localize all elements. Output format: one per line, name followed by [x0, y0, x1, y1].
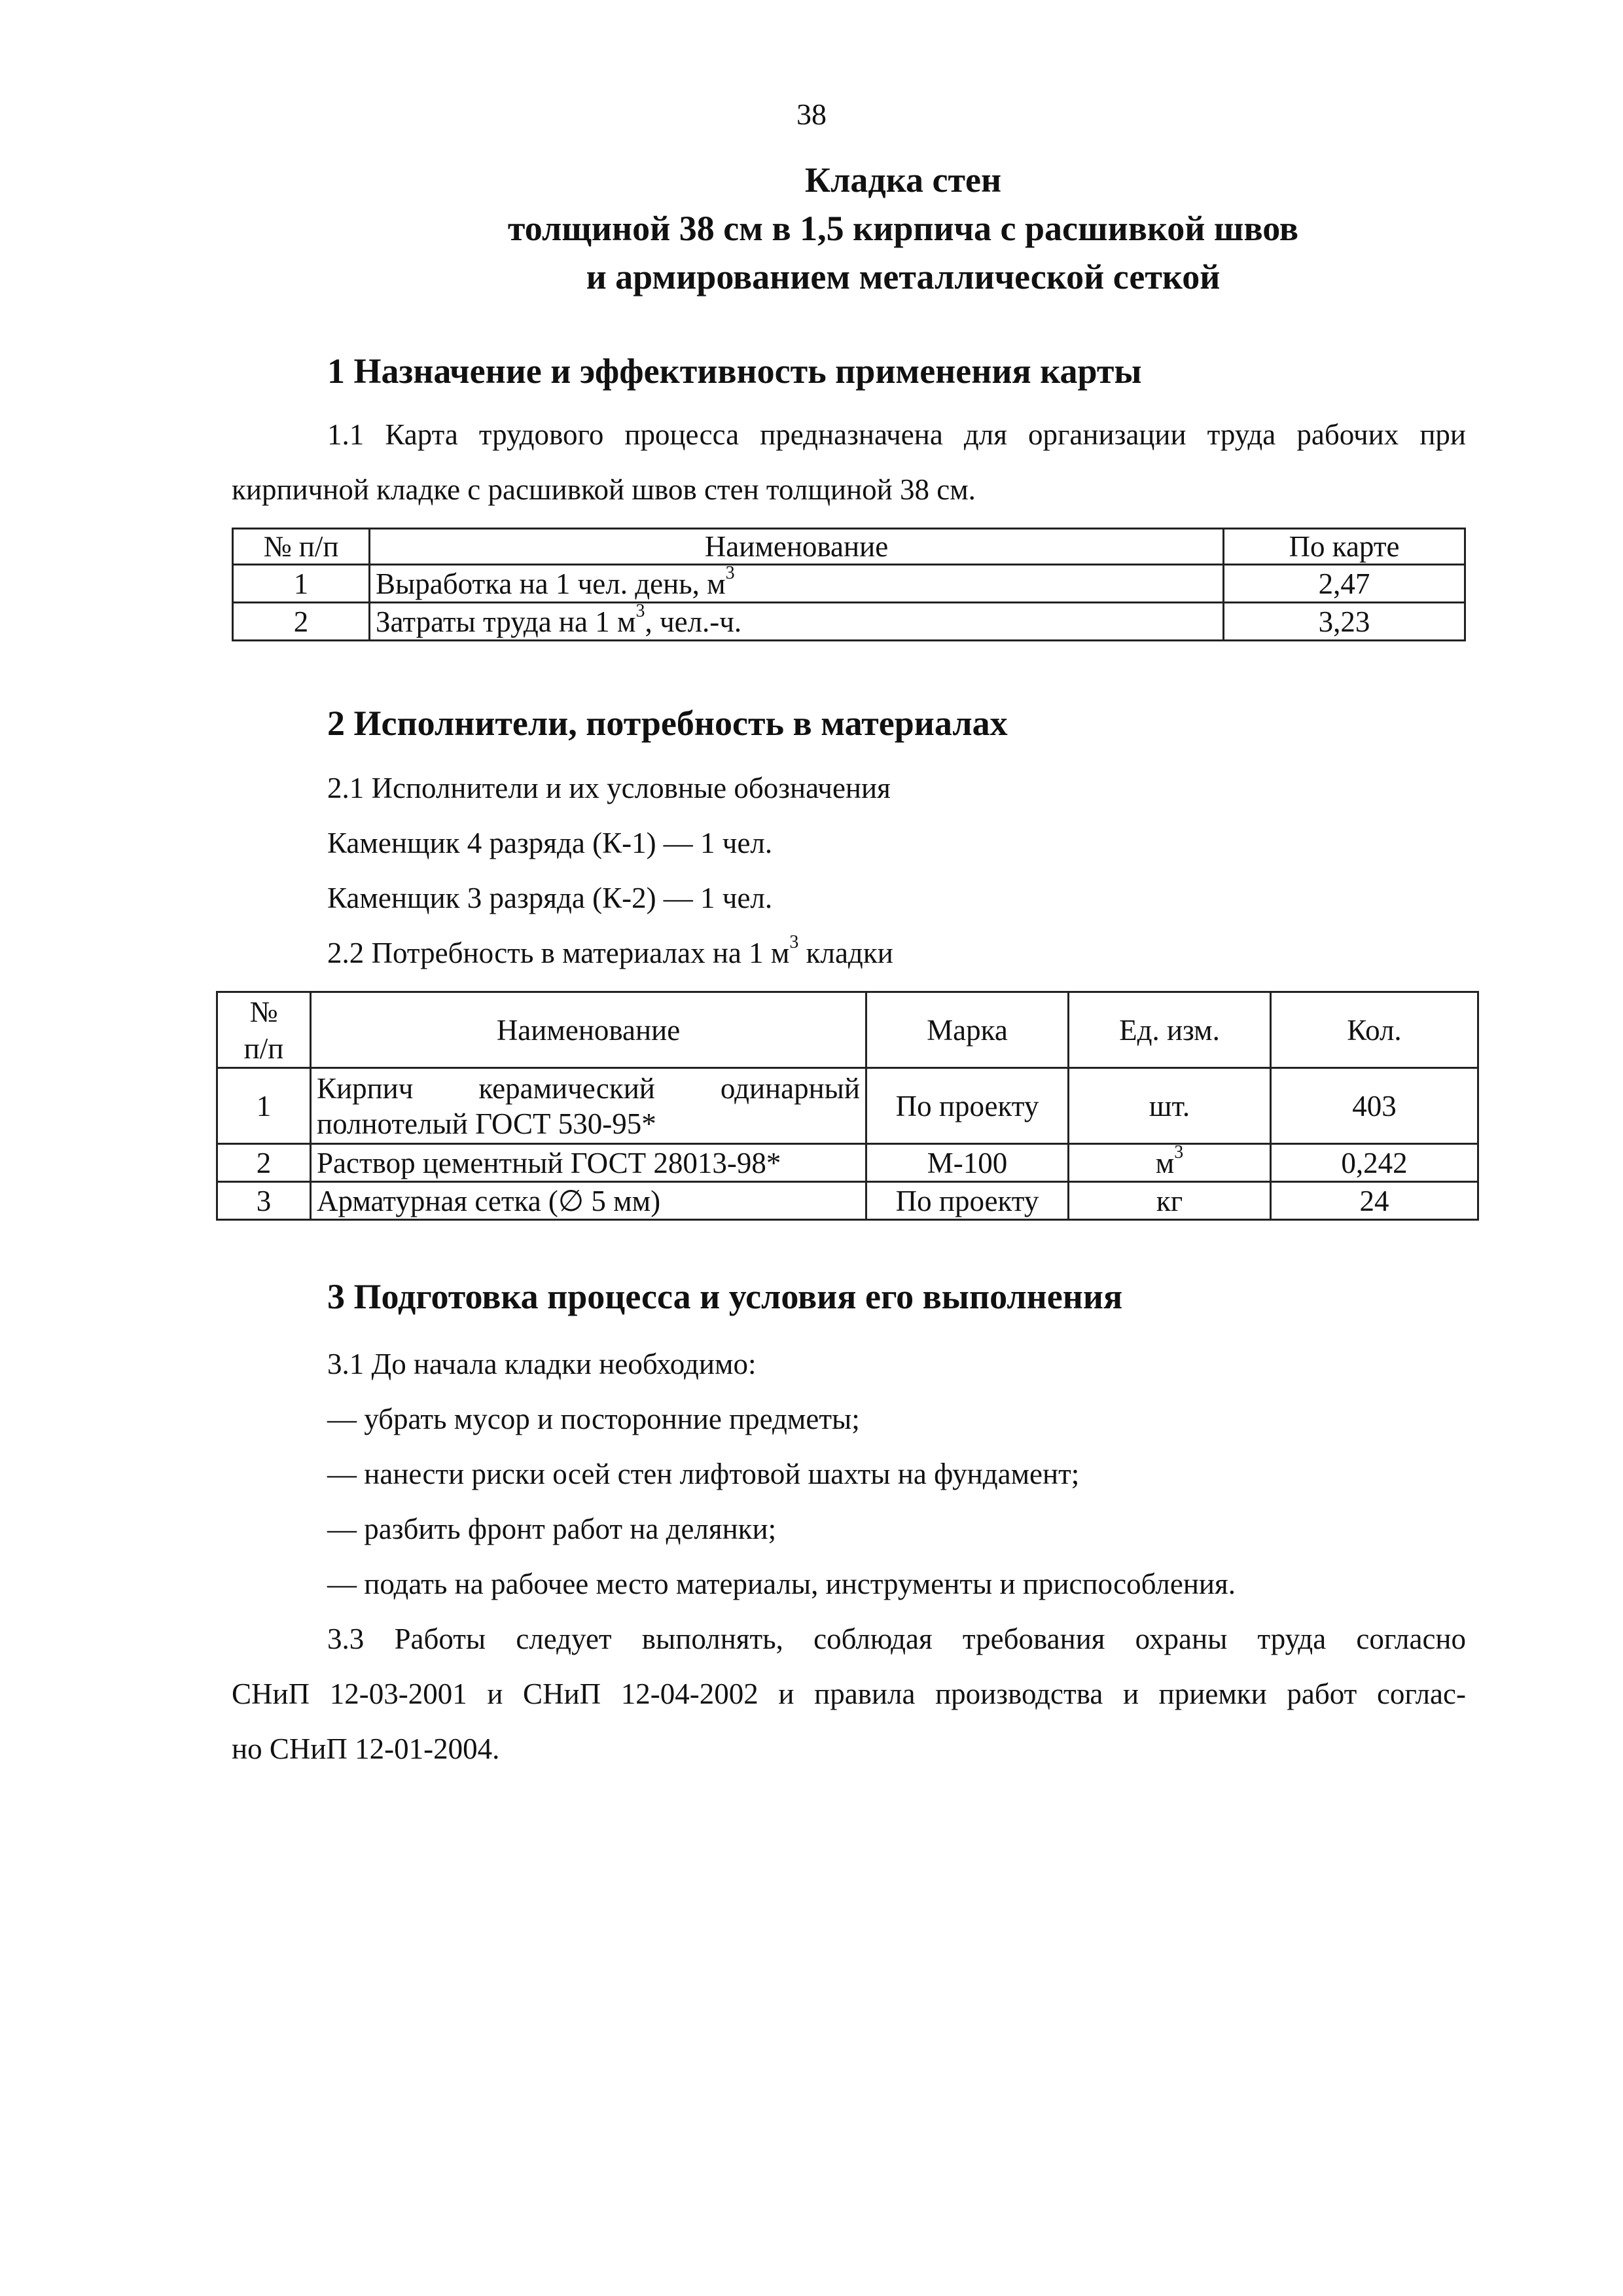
row-unit: $м^3$	[1069, 1144, 1271, 1182]
header-num: № п/п	[217, 992, 311, 1068]
list-item: — подать на рабочее место материалы, инструменты и приспособления.	[327, 1568, 1236, 1600]
header-num: № п/п	[233, 529, 370, 565]
section-2-heading: 2 Исполнители, потребность в материалах	[327, 704, 1008, 743]
header-mark: Марка	[866, 992, 1069, 1068]
list-item: — нанести риски осей стен лифтовой шахты на фундамент;	[327, 1458, 1080, 1490]
row-num: 2	[217, 1144, 311, 1182]
row-num: 1	[217, 1068, 311, 1144]
row-unit: шт.	[1069, 1068, 1271, 1144]
row-name: Выработка на 1 чел. день, $м^3$	[370, 565, 1224, 603]
worker-2: Каменщик 3 разряда (К-2) — 1 чел.	[327, 882, 773, 914]
row-mark: По проекту	[866, 1068, 1069, 1144]
page-number: 38	[796, 98, 827, 131]
section-2-sub-2: 2.2 Потребность в материалах на 1 $м^3$ кладки	[327, 932, 893, 969]
row-qty: 403	[1271, 1068, 1478, 1144]
header-name: Наименование	[311, 992, 866, 1068]
row-qty: 0,242	[1271, 1144, 1478, 1182]
table-row	[217, 1068, 1478, 1144]
section-3-heading: 3 Подготовка процесса и условия его выполнения	[327, 1277, 1123, 1316]
header-qty: Кол.	[1271, 992, 1478, 1068]
table-row	[233, 603, 1465, 641]
section-1-para-line-2: кирпичной кладке с расшивкой швов стен толщиной 38 см.	[232, 473, 976, 506]
row-value: 3,23	[1224, 603, 1465, 641]
document-title	[308, 156, 1499, 301]
productivity-table	[232, 528, 1466, 641]
row-name: Затраты труда на 1 $м^3$, чел.-ч.	[370, 603, 1224, 641]
section-3-sub-1: 3.1 До начала кладки необходимо:	[327, 1348, 757, 1380]
row-name: Арматурная сетка (∅ 5 мм)	[311, 1182, 866, 1220]
header-value: По карте	[1224, 529, 1465, 565]
table-row	[233, 565, 1465, 603]
section-1-heading: 1 Назначение и эффективность применения карты	[327, 351, 1142, 391]
worker-1: Каменщик 4 разряда (К-1) — 1 чел.	[327, 827, 773, 859]
list-item: — разбить фронт работ на делянки;	[327, 1513, 777, 1545]
table-header-row	[233, 529, 1465, 565]
header-name: Наименование	[370, 529, 1224, 565]
row-num: 3	[217, 1182, 311, 1220]
header-unit: Ед. изм.	[1069, 992, 1271, 1068]
para-3-3-line-2: СНиП 12-03-2001 и СНиП 12-04-2002 и правила производства и приемки работ соглас-	[232, 1677, 1466, 1710]
section-2-sub-1: 2.1 Исполнители и их условные обозначения	[327, 772, 891, 804]
section-1-para-line-1: 1.1 Карта трудового процесса предназначена для организации труда рабочих при	[327, 418, 1466, 451]
row-qty: 24	[1271, 1182, 1478, 1220]
row-mark: М-100	[866, 1144, 1069, 1182]
row-value: 2,47	[1224, 565, 1465, 603]
row-name: Кирпич керамический одинарный полнотелый ГОСТ 530-95*	[311, 1068, 866, 1144]
para-3-3-line-3: но СНиП 12-01-2004.	[232, 1732, 500, 1765]
materials-table	[216, 991, 1479, 1221]
title-line-3: и армированием металлической сеткой	[586, 257, 1221, 296]
title-line-2: толщиной 38 см в 1,5 кирпича с расшивкой швов	[507, 209, 1299, 248]
table-row	[217, 1144, 1478, 1182]
title-line-1: Кладка стен	[804, 160, 1002, 200]
para-3-3-line-1: 3.3 Работы следует выполнять, соблюдая требования охраны труда согласно	[327, 1623, 1466, 1655]
row-mark: По проекту	[866, 1182, 1069, 1220]
table-header-row	[217, 992, 1478, 1068]
row-name: Раствор цементный ГОСТ 28013-98*	[311, 1144, 866, 1182]
row-num: 2	[233, 603, 370, 641]
list-item: — убрать мусор и посторонние предметы;	[327, 1403, 860, 1435]
table-row	[217, 1182, 1478, 1220]
row-num: 1	[233, 565, 370, 603]
row-unit: кг	[1069, 1182, 1271, 1220]
